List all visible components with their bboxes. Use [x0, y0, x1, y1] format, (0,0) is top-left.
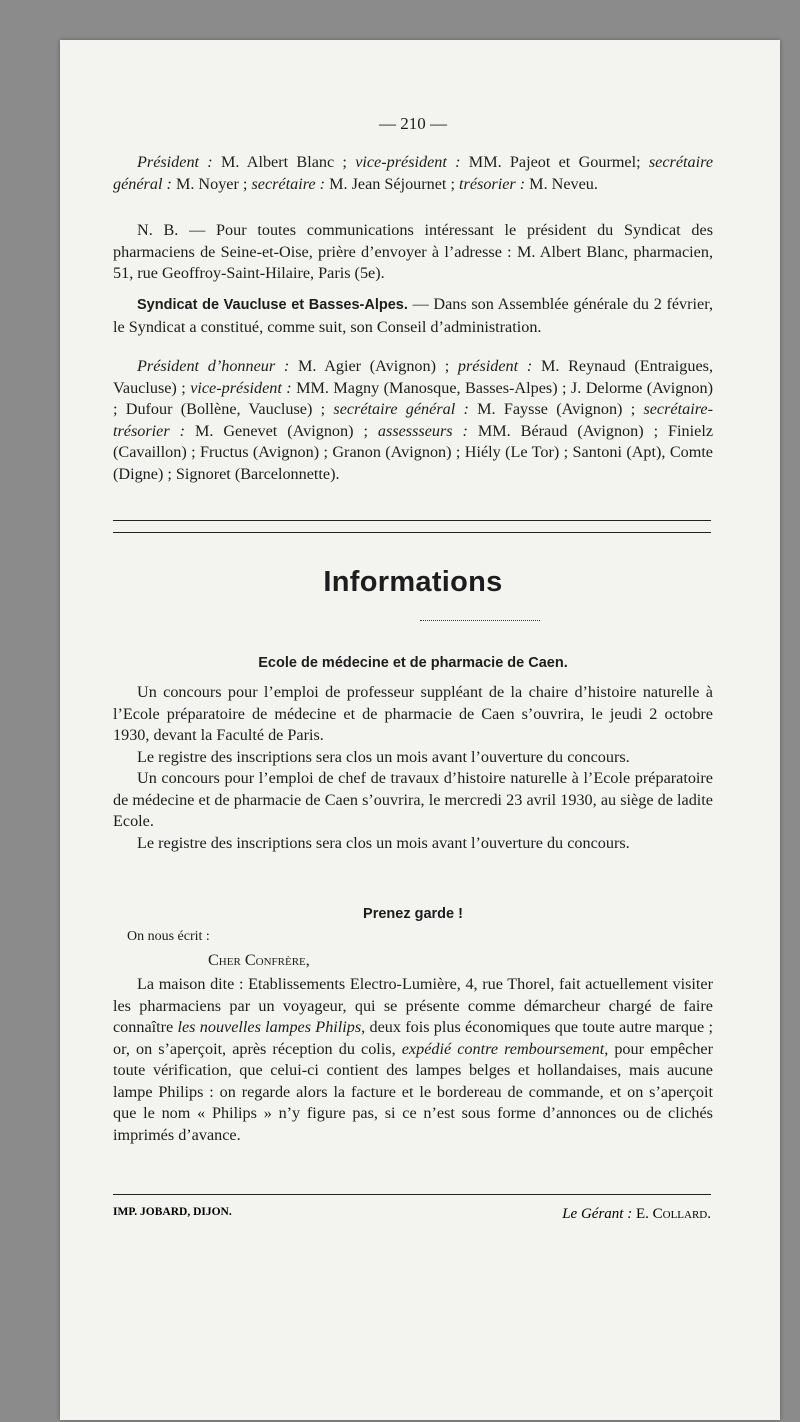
- salutation: Cher Confrère,: [208, 951, 310, 969]
- nb-paragraph: N. B. — Pour toutes communications intéressant le président du Syndicat des pharmaciens de Seine-et-Oise, prière d’envoyer à l’adresse : M. Albert Blanc, pharmacien, 51, rue Geoffroy-Saint-Hilaire, Paris (5e).: [113, 221, 713, 282]
- member-run-text: MM. Magny (Manosque, Basses-Alpes) ; J. Delorme (Avignon) ; Dufour (Bollène, Vaucluse) ;: [113, 378, 713, 418]
- officers-paragraph: [113, 152, 713, 195]
- officer-run-text: M. Noyer ;: [175, 174, 252, 193]
- title-underline: [420, 620, 540, 621]
- member-run-text: MM. Béraud (Avignon) ; Finielz (Cavaillon) ; Fructus (Avignon) ; Granon (Avignon) ; Hiély (Le Tor) ; Santoni (Apt), Comte (Digne) ; Signoret (Barcelonnette).: [113, 421, 713, 483]
- member-run-label: secrétaire général :: [333, 400, 478, 418]
- vaucluse-intro-text: — Dans son Assemblée générale du 2 février, le Syndicat a constitué, comme suit, son Conseil d’administration.: [113, 295, 713, 336]
- member-run-text: M. Faysse (Avignon) ;: [477, 400, 644, 418]
- footer: [113, 1206, 711, 1223]
- member-run-label: Président d’honneur :: [137, 357, 298, 375]
- caen-paragraph: Un concours pour l’emploi de chef de travaux d’histoire naturelle à l’Ecole préparatoire de médecine et de pharmacie de Caen s’ouvrira, le mercredi 23 avril 1930, au siège de ladite Ecole.: [113, 769, 713, 830]
- member-run-label: vice-président :: [190, 378, 297, 397]
- vaucluse-intro-paragraph: [113, 294, 713, 338]
- gerant-name: E. Collard.: [635, 1206, 711, 1222]
- prenez-garde-heading: Prenez garde !: [363, 906, 463, 922]
- member-run-text: M. Genevet (Avignon) ;: [194, 421, 378, 440]
- page-number: — 210 —: [379, 114, 447, 133]
- vaucluse-heading: Syndicat de Vaucluse et Basses-Alpes.: [137, 297, 408, 313]
- gerant-credit: [562, 1206, 711, 1223]
- letter-run-label: les nouvelles lampes Philips: [177, 1018, 362, 1036]
- officer-run-label: trésorier :: [459, 174, 530, 193]
- member-run-label: président :: [457, 357, 541, 375]
- section-title: Informations: [323, 566, 503, 598]
- officer-run-text: M. Jean Séjournet ;: [329, 174, 460, 193]
- caen-paragraph: Le registre des inscriptions sera clos un mois avant l’ouverture du concours.: [137, 833, 630, 852]
- letter-run-text: La maison dite : Etablissements Electro-Lumière, 4, rue Thorel, fait actuellement visiter les pharmaciens par un voyageur, qui se présente comme démarcheur chargé de faire connaître: [113, 975, 713, 1036]
- officer-run-text: M. Albert Blanc ;: [220, 153, 356, 171]
- member-run-text: M. Reynaud (Entraigues, Vaucluse) ;: [113, 357, 713, 397]
- officer-run-label: secrétaire général :: [113, 153, 714, 193]
- officer-run-label: secrétaire :: [251, 174, 330, 193]
- gerant-label: Le Gérant :: [562, 1206, 636, 1222]
- officer-run-label: vice-président :: [355, 153, 469, 171]
- divider-line: [113, 532, 711, 533]
- divider-line: [113, 520, 711, 521]
- vaucluse-members-paragraph: [113, 356, 713, 485]
- member-run-label: secrétaire-trésorier :: [113, 400, 713, 440]
- officer-run-text: MM. Pajeot et Gourmel;: [468, 153, 649, 171]
- officer-run-text: M. Neveu.: [529, 174, 598, 193]
- letter-run-label: expédié contre remboursement: [401, 1039, 605, 1058]
- printer-credit: IMP. JOBARD, DIJON.: [113, 1206, 232, 1218]
- prenez-intro: On nous écrit :: [127, 929, 210, 944]
- caen-paragraph: Un concours pour l’emploi de professeur suppléant de la chaire d’histoire naturelle à l’Ecole préparatoire de médecine et de pharmacie de Caen s’ouvrira, le jeudi 2 octobre 1930, devant la Faculté de Paris.: [113, 683, 713, 744]
- letter-run-text: , pour empêcher toute vérification, que celui-ci contient des lampes belges et hollandaises, mais aucune lampe Philips : on regarde alors la facture et le bordereau de commande, et on s’aperçoit que le nom « Philips » n’y figure pas, si ce n’est sous forme d’annonces ou de clichés imprimés d’avance.: [113, 1039, 714, 1144]
- member-run-label: assessseurs :: [377, 421, 478, 440]
- caen-body: [113, 682, 713, 854]
- member-run-text: M. Agier (Avignon) ;: [297, 357, 458, 375]
- letter-run-text: , deux fois plus économiques que toute autre marque ; or, on s’aperçoit, après réception du colis,: [113, 1018, 713, 1058]
- caen-paragraph: Le registre des inscriptions sera clos un mois avant l’ouverture du concours.: [137, 747, 630, 766]
- officer-run-label: Président :: [137, 153, 221, 171]
- footer-rule: [113, 1194, 711, 1195]
- caen-heading: Ecole de médecine et de pharmacie de Caen.: [258, 655, 568, 671]
- prenez-body-paragraph: [113, 974, 713, 1146]
